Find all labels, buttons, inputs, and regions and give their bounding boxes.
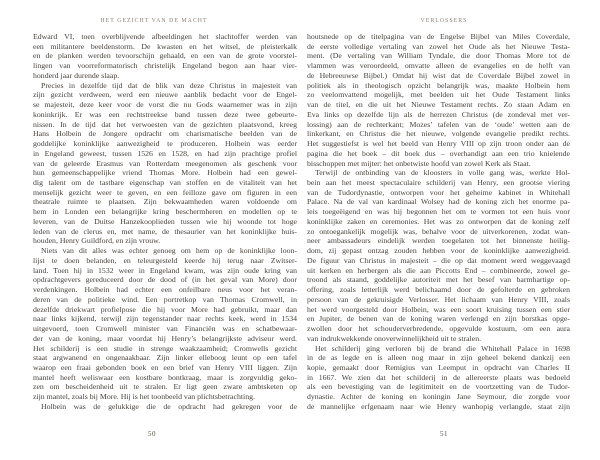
text-line: lossing) aan de rechterkant; Mozes’ tafelen van de ‘oude’ wetten aan de: [307, 119, 570, 129]
text-line: Palace. Na de val van kardinaal Wolsey had de koning zich het enorme pa-: [307, 197, 570, 207]
text-line: offering, zoals letterlijk werd belichaamd door de gefolterde en gebroken: [307, 285, 570, 295]
text-line: hem in Londen een belangrijke kring beschermheren en modellen op te: [33, 207, 297, 217]
text-line: ment. (De vertaling van William Tyndale, die door Thomas More tot de: [307, 51, 570, 61]
text-line: Niets van dit alles was echter genoeg om hem op de koninklijke loon-: [41, 246, 297, 256]
text-line: zwollen door het schouderverbredende, opgevulde kostuum, om een aura: [307, 324, 570, 334]
text-line: Holbein was de gelukkige die de opdracht had gekregen voor de: [41, 401, 297, 411]
page-number-right: 51: [440, 430, 448, 438]
running-header-right: VERLOSSERS: [420, 18, 468, 24]
text-line: zo ontoegankelijk mogelijk was, behalve voor de uitverkorenen, zodat wan-: [307, 226, 570, 236]
text-line: goddelijke koninklijke aanwezigheid te produceren. Holbein was eerder: [33, 139, 297, 149]
text-line: waarop een fraai gebonden boek en een brief van Henry VIII liggen. Zijn: [33, 362, 297, 372]
text-line: de Hebreeuwse Bijbel.) Omdat hij wist dat de Coverdale Bijbel zowel in: [307, 70, 570, 80]
text-line: Edward VI, toen overblijvende afbeeldingen het slachtoffer werden van: [33, 32, 297, 41]
text-line: dezelfde driekwart profielpose die hij voor More had gebruikt, maar dan: [33, 304, 297, 314]
text-line: staat argwanend en ongenaakbaar. Zijn linker elleboog leunt op een tafel: [33, 353, 297, 363]
text-line: neer ambassadeurs eindelijk werden toegelaten tot het binnenste heilig-: [307, 236, 570, 246]
text-line: verdenkingen. Holbein had echter een onfeilbare neus voor het veran-: [33, 285, 297, 295]
text-line: koninklijke zaken en ceremonies. Het was zo ontworpen dat de koning zelf: [307, 216, 570, 226]
page-left-text-column: [33, 32, 297, 412]
text-line: menselijk gezicht weer te geven, en een feilloze gave om figuren in een: [33, 187, 297, 197]
text-line: een militantere beeldenstorm. De kwasten en het witsel, de pleisterkalk: [33, 41, 297, 51]
text-line: dom, zij gepast ontzag zouden hebben voor de koninklijke aanwezigheid.: [307, 246, 570, 256]
text-line: leis toegeëigend en was hij begonnen het om te vormen tot een huis voor: [307, 207, 570, 217]
text-line: theatrale ruimte te plaatsen. Zijn bekwaamheden waren voldoende om: [33, 197, 297, 207]
text-line: koninkrijk. Er was een rechtstreekse band tussen deze twee gebeurte-: [33, 109, 297, 119]
text-line: uit kerken en herbergen als die aan Piccotts End – combineerde, zowel ge-: [307, 265, 570, 275]
text-line: zo veelomvattend mogelijk, met beelden uit het Oude Testament links: [307, 90, 570, 100]
text-line: opdrachtgevers gereduceerd door de dood of (in het geval van More) door: [33, 275, 297, 285]
text-line: nissen. In de tijd dat het verwoesten van de gezichten plaatsvond, kreeg: [33, 119, 297, 129]
text-line: vlammen was veroordeeld, omvatte alleen de evangelies en de helft van: [307, 61, 570, 71]
page-number-left: 50: [148, 430, 156, 438]
text-line: lingen van voorreformatorisch christelijk Engeland begon aan haar vier-: [33, 61, 297, 71]
text-line: kopie, gemaakt door Remigius van Leemput in opdracht van Charles II: [307, 362, 570, 372]
text-line: van de geleerde Erasmus van Rotterdam meegenomen als geschenk voor: [33, 158, 297, 168]
text-line: zen om bescheidenheid uit te stralen. Er ligt geen zware ambtsketen op: [33, 382, 297, 392]
text-line: van de Tudordynastie, ontworpen voor het geheime kabinet in Whitehall: [307, 187, 570, 197]
text-line: dig talent om de tastbare eigenschap van stoffen en de vitaliteit van het: [33, 178, 297, 188]
text-line: als een bevestiging van de legitimiteit en de voortzetting van de Tudor-: [307, 382, 570, 392]
text-line: Hans Holbein de Jongere opdracht om charismatische beelden van de: [33, 129, 297, 139]
page-right-text-column: [307, 32, 570, 412]
text-line: honderd jaar durende slaap.: [33, 70, 120, 80]
text-line: politiek als in theologisch opzicht belangrijk was, maakte Holbein hem: [307, 80, 570, 90]
text-line: uitgevoerd, toen Cromwell minister van Financiën was en schatbewaar-: [33, 324, 297, 334]
text-line: Eva links op dezelfde lijn als de herrezen Christus (de zondeval met ver-: [307, 109, 570, 119]
text-line: leveren, van de Duitse Hanzekooplieden tussen wie hij woonde tot hoge: [33, 216, 297, 226]
text-line: van de titel, en die uit het Nieuwe Testament rechts. Zo staan Adam en: [307, 100, 570, 110]
text-line: deren van de politieke wind. Een portretkop van Thomas Cromwell, in: [33, 294, 297, 304]
text-line: der van de koning, maar voordat hij Henry’s belangrijkste adviseur werd.: [33, 333, 297, 343]
text-line: bisschoppen met mijter: het onbetwiste hoofd van zowel Kerk als Staat.: [307, 158, 531, 168]
text-line: zijn gezicht verdween, werd een nieuwe aanblik bedacht voor de Engel-: [33, 90, 297, 100]
text-line: lijst te doen belanden, en teleurgesteld keerde hij terug naar Zwitser-: [33, 255, 297, 265]
text-line: pagina die het boek – dit boek dus – overhandigt aan een trio knielende: [307, 148, 570, 158]
text-line: in de as legde en is alleen nog maar in zijn geheel bekend dankzij een: [307, 353, 570, 363]
running-header-left: HET GEZICHT VAN DE MACHT: [100, 18, 208, 24]
text-line: persoon van de gekruisigde Verlosser. Het lichaam van Henry VIII, zoals: [307, 294, 570, 304]
text-line: en de planken werden tevoorschijn gehaald, en een van de grote voorstel-: [33, 51, 297, 61]
text-line: Precies in dezelfde tijd dat de blik van deze Christus in majesteit van: [41, 80, 297, 90]
text-line: de eerste volledige vertaling van zowel het Oude als het Nieuwe Testa-: [307, 41, 570, 51]
text-line: land. Toen hij in 1532 weer in Engeland kwam, was zijn oude kring van: [33, 265, 297, 275]
text-line: Het schilderij is een studie in strenge waakzaamheid; Cromwells gezicht: [33, 343, 297, 353]
text-line: zijn mantel, zoals bij More. Hij is het toonbeeld van plichtsbetrachting.: [33, 392, 255, 402]
text-line: naar links kijkend, terwijl zijn tegenstander naar rechts keek, werd in 1534: [33, 314, 297, 324]
text-line: houden, Henry Guildford, en zijn vrouw.: [33, 236, 161, 246]
text-line: houtsnede op de titelpagina van de Engelse Bijbel van Miles Coverdale,: [307, 32, 570, 41]
text-line: linkerkant, en Christus die het nieuwe, volgende evangelie predikt rechts.: [307, 129, 570, 139]
text-line: het werd voorgesteld door Holbein, was een soort kruising tussen een stier: [307, 304, 570, 314]
text-line: in Engeland geweest, tussen 1526 en 1528, en had zijn prachtige profiel: [33, 148, 297, 158]
text-line: in 1667. We zien dat het schilderij in de allereerste plaats was bedoeld: [307, 372, 570, 382]
text-line: hun gemeenschappelijke vriend Thomas More. Holbein had een gewel-: [33, 168, 297, 178]
text-line: Het schilderij ging verloren bij de brand die Whitehall Palace in 1698: [315, 343, 570, 353]
text-line: bein aan het meest spectaculaire schilderij van Henry, een grootse viering: [307, 178, 570, 188]
text-line: van indrukwekkende onoverwinnelijkheid uit te stralen.: [307, 333, 482, 343]
text-line: Het suggestiefst is wel het beeld van Henry VIII op zijn troon onder aan de: [307, 139, 570, 149]
text-line: en Jupiter, de benen van de koning waren verlengd en zijn borstkas opge-: [307, 314, 570, 324]
text-line: De figuur van Christus in majesteit – die op dat moment werd weggevaagd: [307, 255, 570, 265]
text-line: de mannelijke erfgenaam naar wie Henry wanhopig verlangde, staat zijn: [307, 401, 570, 411]
text-line: se majesteit, deze keer voor de vorst die nu Gods waarnemer was in zijn: [33, 100, 297, 110]
text-line: leden van de clerus en, met name, de thesaurier van het koninklijke huis-: [33, 226, 297, 236]
text-line: Terwijl de ontbinding van de kloosters in volle gang was, werkte Hol-: [315, 168, 570, 178]
text-line: mantel heeft weliswaar een kostbare bontkraag, maar is zorgvuldig geko-: [33, 372, 297, 382]
text-line: troond als staand, goddelijke autoriteit met het besef van barmhartige op-: [307, 275, 570, 285]
text-line: dynastie. Achter de koning en koningin Jane Seymour, die zorgde voor: [307, 392, 570, 402]
